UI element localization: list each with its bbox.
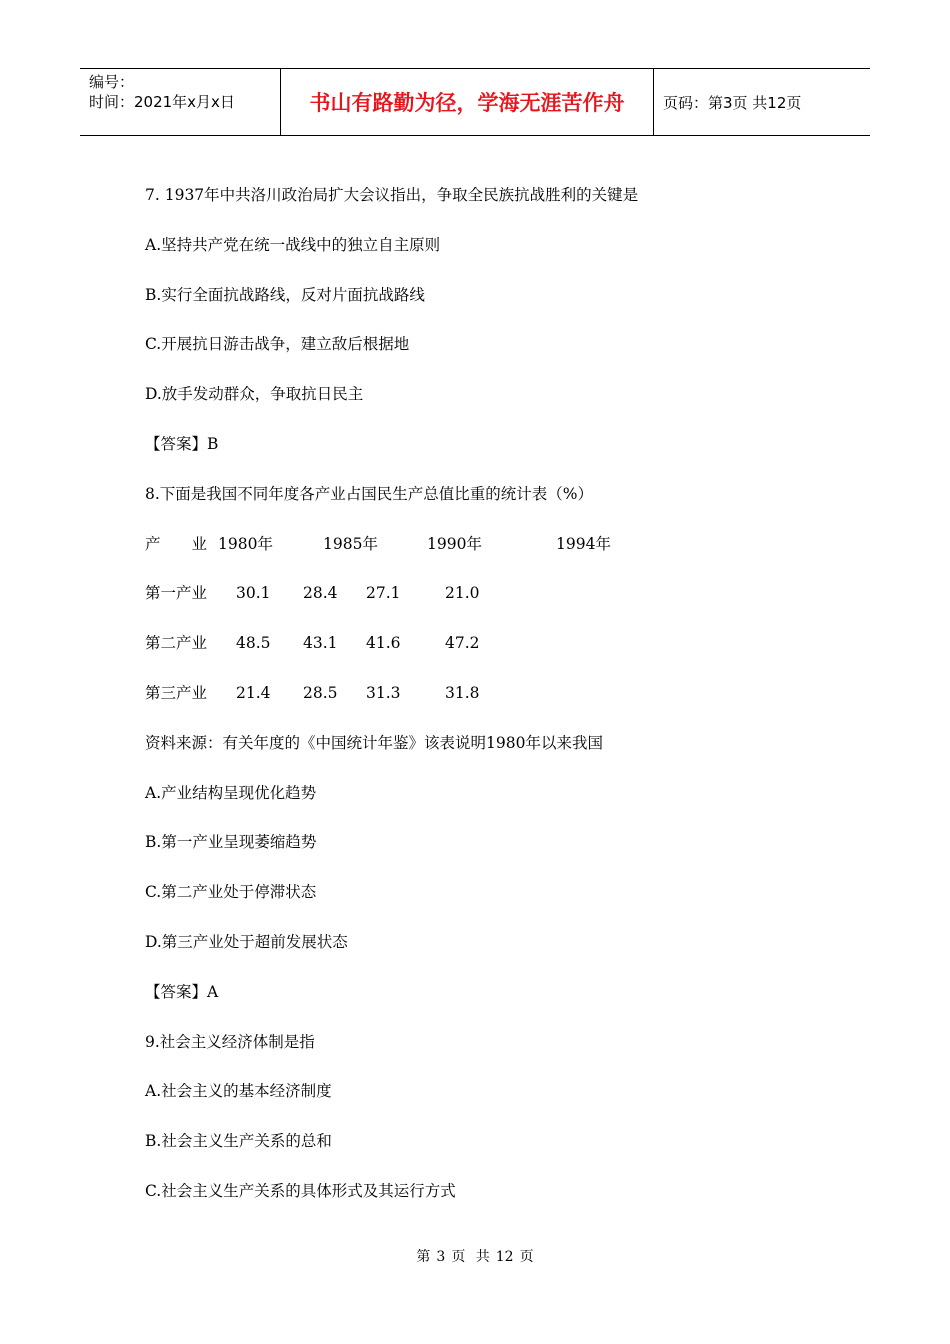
table-header-1980: 1980年 [218,534,273,553]
footer-current-page: 3 [436,1249,446,1265]
question-8-option-b: B.第一产业呈现萎缩趋势 [145,833,317,852]
table-cell: 31.3 [366,683,401,702]
footer-part: 共 [475,1249,490,1265]
table-cell: 第一产业 [145,584,208,603]
date-line: 时间：2021年x月x日 [89,93,235,111]
table-cell: 43.1 [303,634,338,653]
table-header-1985: 1985年 [323,534,378,553]
table-cell: 28.4 [303,584,338,603]
question-7-option-a: A.坚持共产党在统一战线中的独立自主原则 [145,235,441,254]
table-cell: 30.1 [236,584,271,603]
footer-part: 页 [451,1249,466,1265]
footer-total-pages: 12 [495,1249,514,1265]
table-cell: 31.8 [445,683,480,702]
header-motto: 书山有路勤为径，学海无涯苦作舟 [281,69,654,135]
serial-label: 编号： [89,73,135,91]
table-cell: 48.5 [236,634,271,653]
question-9-option-b: B.社会主义生产关系的总和 [145,1132,332,1151]
question-7-option-d: D.放手发动群众，争取抗日民主 [145,385,364,404]
table-row [145,679,845,729]
question-7-answer: 【答案】B [145,434,219,453]
table-row [145,629,845,679]
table-cell: 27.1 [366,584,401,603]
table-cell: 第三产业 [145,683,208,702]
question-8-source: 资料来源：有关年度的《中国统计年鉴》该表说明1980年以来我国 [145,733,603,752]
table-cell: 第二产业 [145,634,208,653]
question-8-option-d: D.第三产业处于超前发展状态 [145,932,348,951]
question-8-stem: 8.下面是我国不同年度各产业占国民生产总值比重的统计表（%） [145,484,594,503]
table-cell: 47.2 [445,634,480,653]
table-header-row [145,530,845,580]
question-9-stem: 9.社会主义经济体制是指 [145,1032,315,1051]
footer-part: 页 [519,1249,534,1265]
header-meta [80,69,281,135]
table-header-1990: 1990年 [427,534,482,553]
table-cell: 41.6 [366,634,401,653]
question-7-stem: 7. 1937年中共洛川政治局扩大会议指出，争取全民族抗战胜利的关键是 [145,186,639,204]
table-cell: 28.5 [303,683,338,702]
header-page-info: 页码：第3页 共12页 [663,93,802,112]
question-8-option-a: A.产业结构呈现优化趋势 [145,783,317,802]
document-body [145,181,845,1227]
table-row [145,579,845,629]
question-8-option-c: C.第二产业处于停滞状态 [145,883,317,902]
page-header [80,68,870,136]
question-7-option-c: C.开展抗日游击战争，建立敌后根据地 [145,335,410,354]
question-9-option-a: A.社会主义的基本经济制度 [145,1082,332,1101]
footer-part: 第 [416,1249,431,1265]
table-cell: 21.0 [445,584,480,603]
table-cell: 21.4 [236,683,271,702]
table-header-1994: 1994年 [556,534,611,553]
question-9-option-c: C.社会主义生产关系的具体形式及其运行方式 [145,1181,456,1200]
page-footer [0,1246,950,1266]
table-header-industry: 产 业 [145,534,208,553]
question-8-answer: 【答案】A [145,982,219,1001]
question-7-option-b: B.实行全面抗战路线，反对片面抗战路线 [145,285,425,304]
